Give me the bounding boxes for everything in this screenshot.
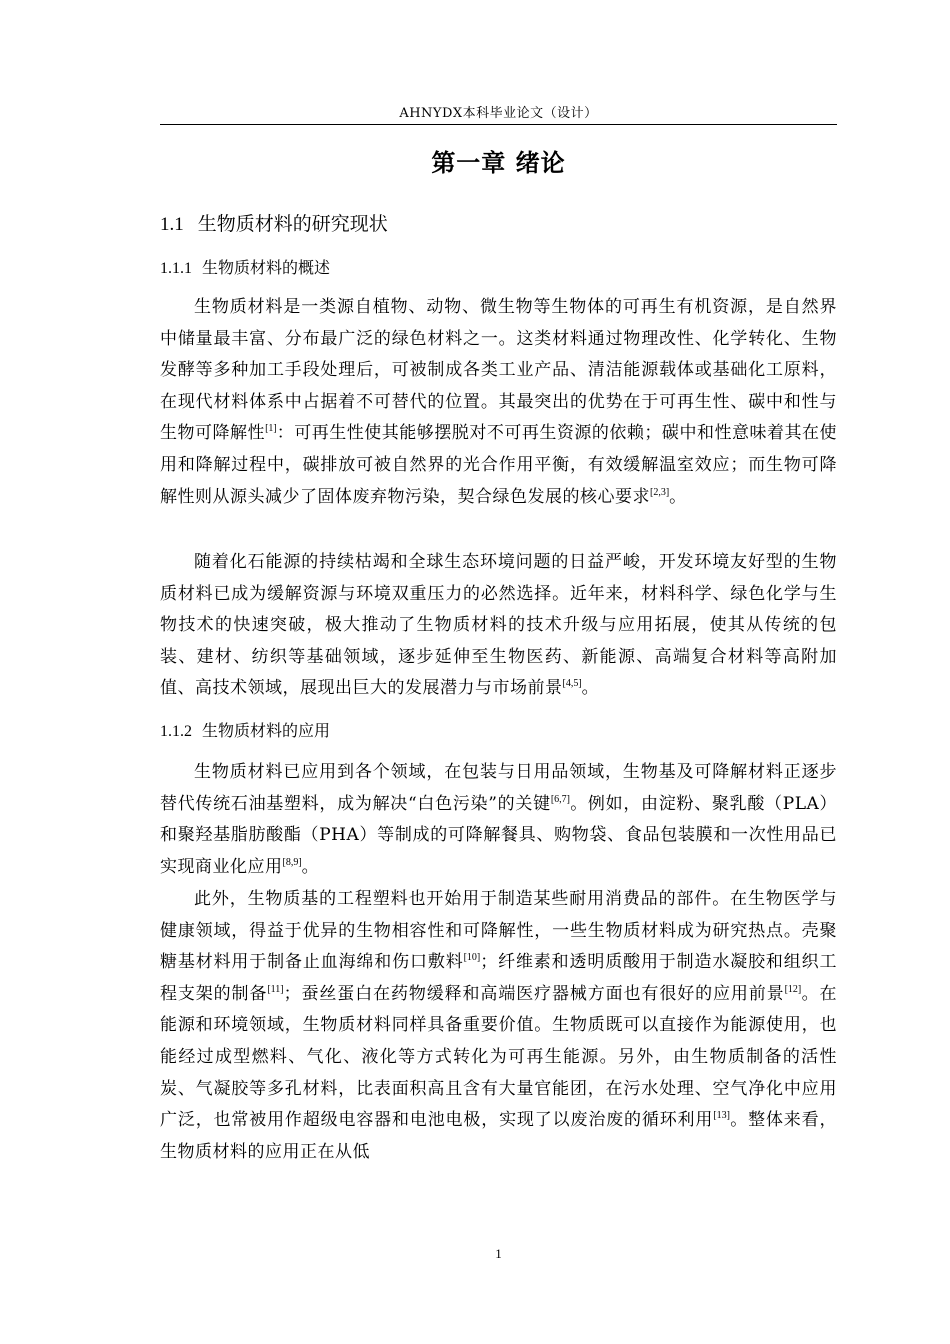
paragraph-application-1 [160, 757, 837, 883]
page-number: 1 [495, 1246, 502, 1261]
running-header: AHNYDX本科毕业论文（设计） [399, 106, 598, 121]
citation[interactable]: [2,3] [650, 486, 670, 498]
paragraph-text: 。 [301, 856, 320, 877]
paragraph-text: 。在能源和环境领域，生物质材料同样具备重要价值。生物质既可以直接作为能源使用，也能经过成型燃料、气化、液化等方式转化为可再生能源。另外，由生物质制备的活性炭、气凝胶等多孔材料，比表面积高且含有大量官能团，在污水处理、空气净化中应用广泛，也常被用作超级电容器和电池电极，实现了以废治废的循环利用 [160, 983, 838, 1131]
subsection-heading-1-1-2 [160, 720, 330, 743]
subsection-title: 生物质材料的概述 [202, 258, 331, 277]
header-rule [160, 124, 837, 125]
paragraph-overview-1 [160, 292, 837, 513]
paragraph-text: 此外，生物质基的工程塑料也开始用于制造某些耐用消费品的部件。在生物医学与健康领域，得益于优异的生物相容性和可降解性，一些生物质材料成为研究热点。壳聚糖基材料用于制备止血海绵和伤口敷料 [160, 889, 837, 973]
subsection-number: 1.1.1 [160, 260, 192, 277]
subsection-number: 1.1.2 [160, 723, 192, 740]
paragraph-text: 生物质材料已应用到各个领域，在包装与日用品领域，生物基及可降解材料正逐步替代传统石油基塑料，成为解决“白色污染”的关键 [160, 762, 837, 814]
citation[interactable]: [13] [713, 1110, 730, 1122]
paragraph-text: ；纤维素和透明质酸用于制造水凝胶和组织工程支架的制备 [160, 952, 838, 1004]
paragraph-text: ：可再生性使其能够摆脱对不可再生资源的依赖；碳中和性意味着其在使用和降解过程中，碳排放可被自然界的光合作用平衡，有效缓解温室效应；而生物可降解性则从源头减少了固体废弃物污染，契合绿色发展的核心要求 [160, 423, 838, 507]
paragraph-text: ；蚕丝蛋白在药物缓释和高端医疗器械方面也有很好的应用前景 [283, 983, 785, 1004]
chapter-title: 第一章 绪论 [431, 149, 566, 177]
section-title: 生物质材料的研究现状 [197, 213, 388, 235]
citation[interactable]: [10] [463, 952, 481, 964]
citation[interactable]: [4,5] [562, 678, 582, 690]
paragraph-text: 。例如，由淀粉、聚乳酸（PLA）和聚羟基脂肪酸酯（PHA）等制成的可降解餐具、购物袋、食品包装膜和一次性用品已实现商业化应用 [160, 793, 837, 877]
citation[interactable]: [12] [784, 983, 802, 995]
subsection-title: 生物质材料的应用 [202, 721, 331, 740]
subsection-heading-1-1-1 [160, 257, 330, 280]
paragraph-application-2 [160, 884, 837, 1168]
section-heading-1-1 [160, 211, 388, 238]
section-number: 1.1 [160, 214, 184, 235]
citation[interactable]: [6,7] [550, 793, 570, 805]
citation[interactable]: [11] [267, 983, 284, 995]
paragraph-text: 。 [669, 486, 687, 507]
paragraph-text: 。 [581, 678, 600, 699]
paragraph-text: 生物质材料是一类源自植物、动物、微生物等生物体的可再生有机资源，是自然界中储量最丰富、分布最广泛的绿色材料之一。这类材料通过物理改性、化学转化、生物发酵等多种加工手段处理后，可被制成各类工业产品、清洁能源载体或基础化工原料，在现代材料体系中占据着不可替代的位置。其最突出的优势在于可再生性、碳中和性与生物可降解性 [160, 297, 837, 444]
paragraph-text: 随着化石能源的持续枯竭和全球生态环境问题的日益严峻，开发环境友好型的生物质材料已成为缓解资源与环境双重压力的必然选择。近年来，材料科学、绿色化学与生物技术的快速突破，极大推动了生物质材料的技术升级与应用拓展，使其从传统的包装、建材、纺织等基础领域，逐步延伸至生物医药、新能源、高端复合材料等高附加值、高技术领域，展现出巨大的发展潜力与市场前景 [160, 552, 837, 699]
paragraph-overview-2 [160, 547, 837, 705]
paragraph-text: 。整体来看，生物质材料的应用正在从低 [160, 1110, 838, 1162]
citation[interactable]: [8,9] [282, 856, 302, 868]
citation[interactable]: [1] [265, 423, 277, 435]
